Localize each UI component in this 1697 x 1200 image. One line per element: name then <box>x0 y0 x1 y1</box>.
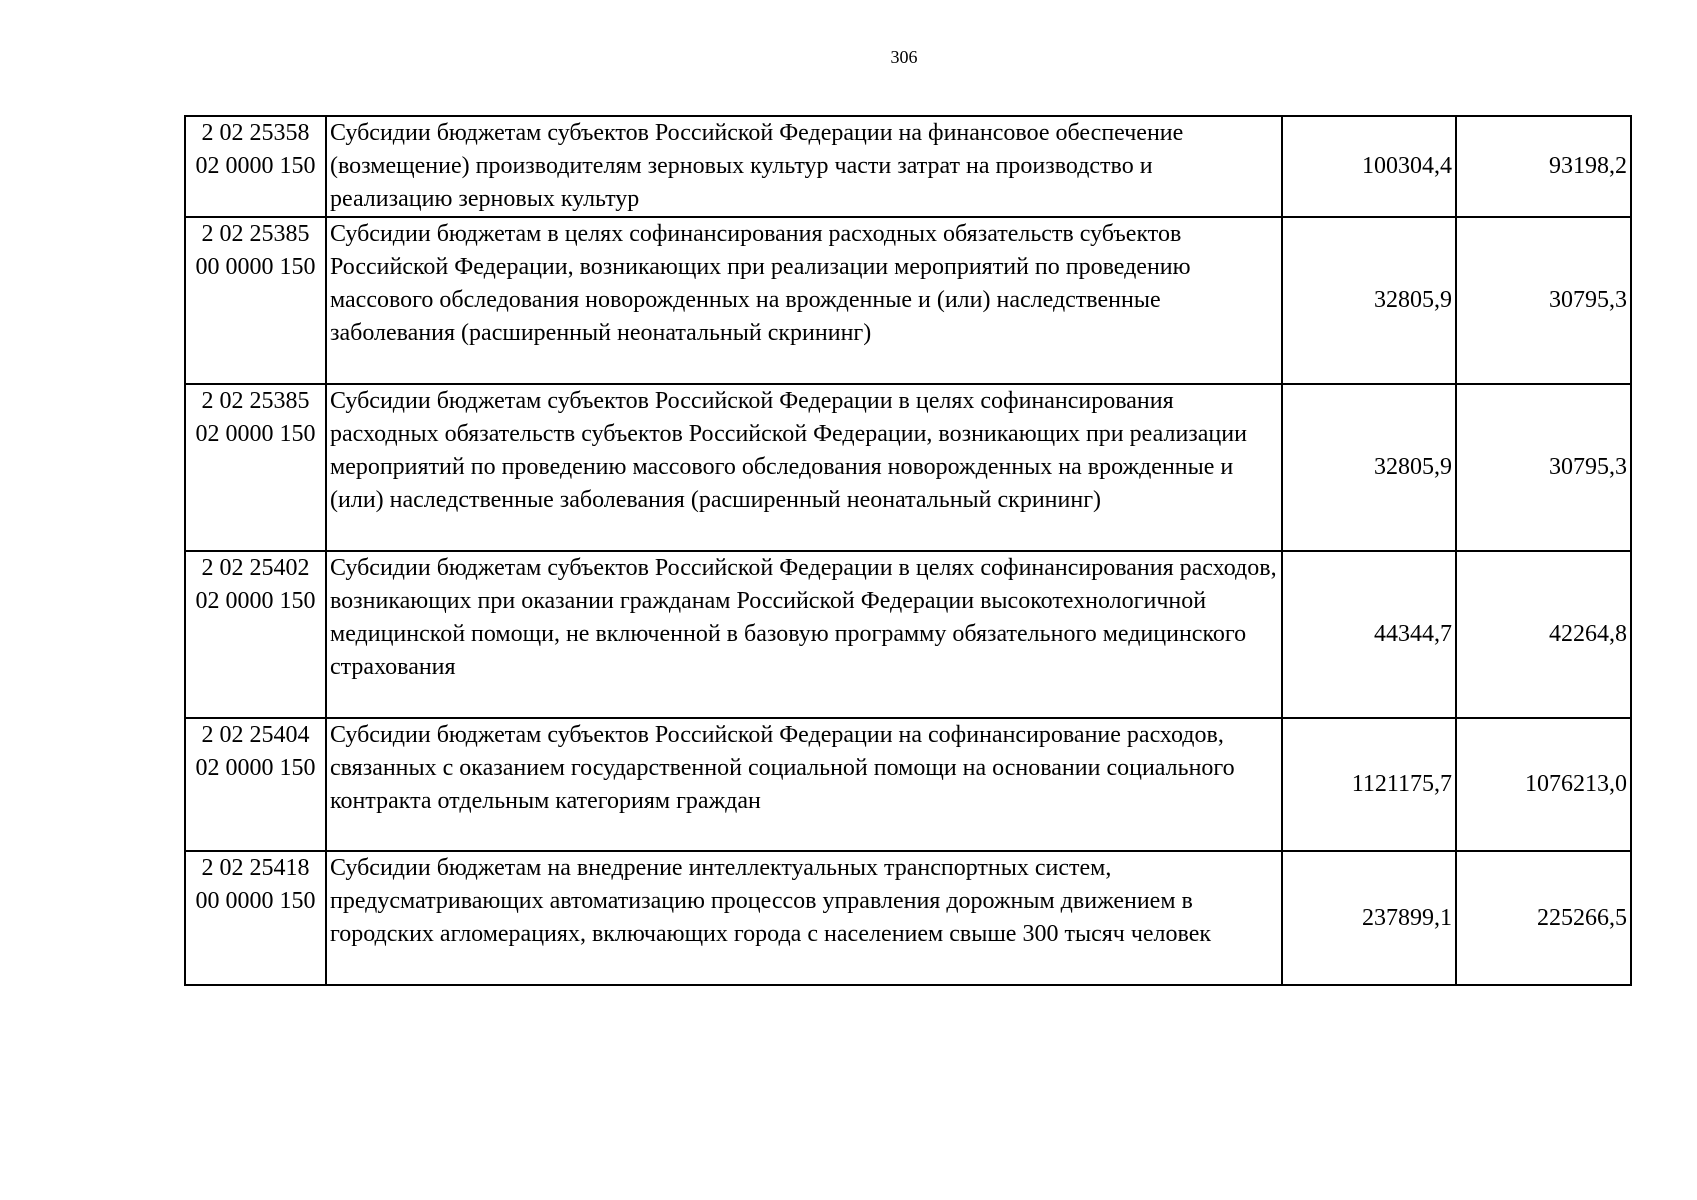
row-description: Субсидии бюджетам в целях софинансирования расходных обязательств субъектов Российской Федерации, возникающих при реализации мероприятий по проведению массового обследования новорожденных на врожденные и (или) наследственные заболевания (расширенный неонатальный скрининг) <box>326 217 1282 384</box>
page-number: 306 <box>890 47 918 67</box>
row-description: Субсидии бюджетам субъектов Российской Федерации на софинансирование расходов, связанных с оказанием государственной социальной помощи на основании социального контракта отдельным категориям граждан <box>326 718 1282 851</box>
value-column-1: 32805,9 <box>1282 384 1456 551</box>
budget-table <box>184 115 1632 986</box>
value-column-2: 30795,3 <box>1456 384 1631 551</box>
table-row <box>185 851 1631 985</box>
budget-code: 2 02 25358 02 0000 150 <box>185 116 326 217</box>
budget-code: 2 02 25385 00 0000 150 <box>185 217 326 384</box>
value-column-2: 225266,5 <box>1456 851 1631 985</box>
row-description: Субсидии бюджетам субъектов Российской Федерации в целях софинансирования расходных обязательств субъектов Российской Федерации, возникающих при реализации мероприятий по проведению массового обследования новорожденных на врожденные и (или) наследственные заболевания (расширенный неонатальный скрининг) <box>326 384 1282 551</box>
budget-code: 2 02 25385 02 0000 150 <box>185 384 326 551</box>
table-row <box>185 116 1631 217</box>
value-column-1: 100304,4 <box>1282 116 1456 217</box>
budget-code: 2 02 25402 02 0000 150 <box>185 551 326 718</box>
value-column-2: 93198,2 <box>1456 116 1631 217</box>
row-description: Субсидии бюджетам субъектов Российской Федерации на финансовое обеспечение (возмещение) производителям зерновых культур части затрат на производство и реализацию зерновых культур <box>326 116 1282 217</box>
table-row <box>185 551 1631 718</box>
table-row <box>185 384 1631 551</box>
row-description: Субсидии бюджетам на внедрение интеллектуальных транспортных систем, предусматривающих автоматизацию процессов управления дорожным движением в городских агломерациях, включающих города с населением свыше 300 тысяч человек <box>326 851 1282 985</box>
value-column-1: 32805,9 <box>1282 217 1456 384</box>
table-row <box>185 718 1631 851</box>
value-column-2: 42264,8 <box>1456 551 1631 718</box>
value-column-1: 237899,1 <box>1282 851 1456 985</box>
row-description: Субсидии бюджетам субъектов Российской Федерации в целях софинансирования расходов, возникающих при оказании гражданам Российской Федерации высокотехнологичной медицинской помощи, не включенной в базовую программу обязательного медицинского страхования <box>326 551 1282 718</box>
value-column-1: 44344,7 <box>1282 551 1456 718</box>
budget-code: 2 02 25418 00 0000 150 <box>185 851 326 985</box>
table-row <box>185 217 1631 384</box>
value-column-1: 1121175,7 <box>1282 718 1456 851</box>
budget-code: 2 02 25404 02 0000 150 <box>185 718 326 851</box>
value-column-2: 1076213,0 <box>1456 718 1631 851</box>
value-column-2: 30795,3 <box>1456 217 1631 384</box>
